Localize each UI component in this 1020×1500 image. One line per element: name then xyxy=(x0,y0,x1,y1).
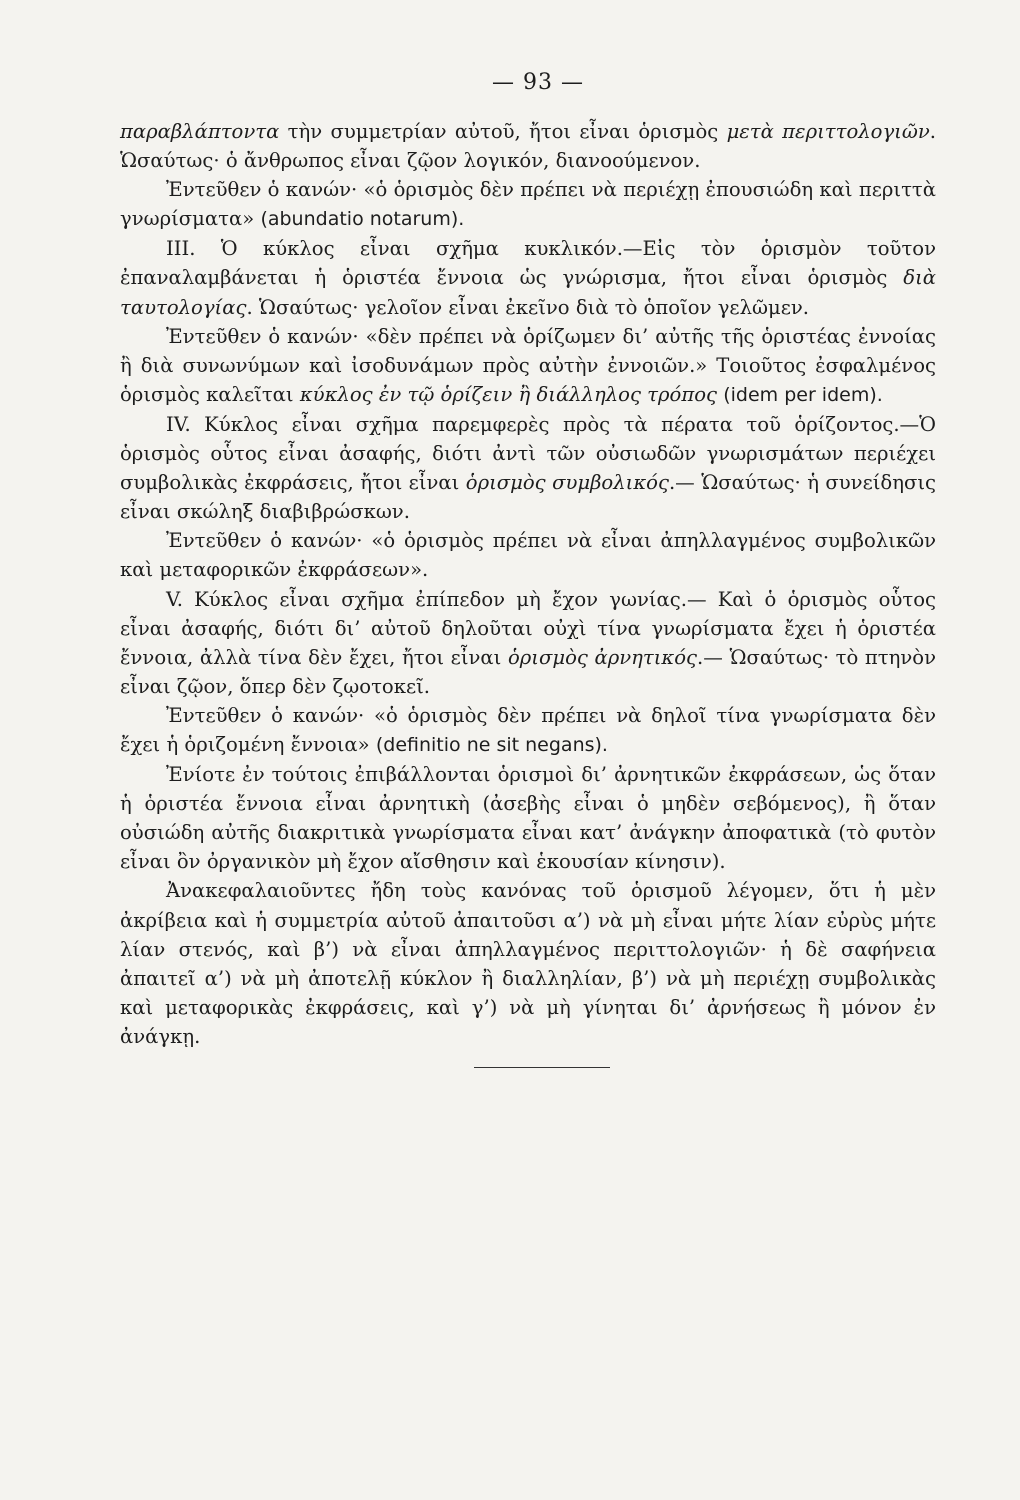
latin-phrase: (idem per idem). xyxy=(723,383,883,406)
text-run: . Ὡσαύτως· ὁ ἄνθρωπος εἶναι ζῷον λογικόν, διανοούμενον. xyxy=(120,120,936,173)
body-text xyxy=(120,117,936,1051)
text-run: V. Κύκλος εἶναι σχῆμα ἐπίπεδον μὴ ἔχον γωνίας.— Καὶ ὁ ὁρισμὸς οὗτος εἶναι ἀσαφής, διότι δι’ αὐτοῦ δηλοῦται οὐχὶ τίνα γνωρίσματα ἔχει ἡ ὁριστέα ἔννοια, ἀλλὰ τίνα δὲν ἔχει, ἤτοι εἶναι xyxy=(120,587,936,669)
text-run: .— Ὡσαύτως· τὸ πτηνὸν εἶναι ζῷον, ὅπερ δὲν ζῳοτοκεῖ. xyxy=(120,645,936,698)
text-run: .— Ὡσαύτως· ἡ συνείδησις εἶναι σκώληξ διαβιβρώσκων. xyxy=(120,471,936,524)
italic-phrase: ὁρισμὸς ἀρνητικός xyxy=(507,645,698,669)
end-rule xyxy=(474,1067,610,1068)
paragraph xyxy=(120,322,936,410)
paragraph xyxy=(120,585,936,701)
text-run: IV. Κύκλος εἶναι σχῆμα παρεμφερὲς πρὸς τὰ πέρατα τοῦ ὁρίζοντος.—Ὁ ὁρισμὸς οὗτος εἶναι ἀσαφής, διότι ἀντὶ τῶν οὐσιωδῶν γνωρισμάτων περιέχει συμβολικὰς ἐκφράσεις, ἤτοι εἶναι xyxy=(120,412,936,495)
latin-phrase: (definitio ne sit negans). xyxy=(375,733,608,756)
text-run: III. Ὁ κύκλος εἶναι σχῆμα κυκλικόν.—Εἰς τὸν ὁρισμὸν τοῦτον ἐπαναλαμβάνεται ἡ ὁριστέα ἔννοια ὡς γνώρισμα, ἤτοι εἶναι ὁρισμὸς xyxy=(120,237,936,290)
text-run: Ἐντεῦθεν ὁ κανών· «ὁ ὁρισμὸς πρέπει νὰ εἶναι ἀπηλλαγμένος συμβολικῶν καὶ μεταφορικῶν ἐκφράσεων». xyxy=(120,529,936,582)
text-run: . Ὡσαύτως· γελοῖον εἶναι ἐκεῖνο διὰ τὸ ὁποῖον γελῶμεν. xyxy=(246,295,809,319)
italic-phrase: μετὰ περιττολογιῶν xyxy=(726,120,930,143)
text-run: Ἀνακεφαλαιοῦντες ἤδη τοὺς κανόνας τοῦ ὁρισμοῦ λέγομεν, ὅτι ἡ μὲν ἀκρίβεια καὶ ἡ συμμετρία αὐτοῦ ἀπαιτοῦσι α’) νὰ μὴ εἶναι μήτε λίαν εὐρὺς μήτε λίαν στενός, καὶ β’) νὰ εἶναι ἀπηλλαγμένος περιττολογιῶν· ἡ δὲ σαφήνεια ἀπαιτεῖ α’) νὰ μὴ ἀποτελῇ κύκλον ἢ διαλληλίαν, β’) νὰ μὴ περιέχῃ συμβολικὰς καὶ μεταφορικὰς ἐκφράσεις, καὶ γ’) νὰ μὴ γίνηται δι’ ἀρνήσεως ἢ μόνον ἐν ἀνάγκῃ. xyxy=(120,879,936,1048)
italic-phrase: ὁρισμὸς συμβολικός xyxy=(465,471,669,495)
italic-phrase: κύκλος ἐν τῷ ὁρίζειν ἢ διάλληλος τρόπος xyxy=(299,382,717,406)
text-run: Ἐντεῦθεν ὁ κανών· «ὁ ὁρισμὸς δὲν πρέπει νὰ δηλοῖ τίνα γνωρίσματα δὲν ἔχει ἡ ὁριζομένη ἔννοια» xyxy=(120,703,936,756)
text-run: τὴν συμμετρίαν αὐτοῦ, ἤτοι εἶναι ὁρισμὸς xyxy=(279,120,727,143)
text-run: Ἐντεῦθεν ὁ κανών· «ὁ ὁρισμὸς δὲν πρέπει νὰ περιέχῃ ἐπουσιώδη καὶ περιττὰ γνωρίσματα» xyxy=(120,178,936,231)
paragraph xyxy=(120,701,936,760)
paragraph xyxy=(120,234,936,321)
paragraph xyxy=(120,526,936,584)
paragraph xyxy=(120,876,936,1051)
latin-phrase: (abundatio notarum). xyxy=(260,208,465,231)
page-number: — 93 — xyxy=(492,70,584,95)
italic-phrase: παραβλάπτοντα xyxy=(120,120,280,143)
italic-phrase: διὰ ταυτολογίας xyxy=(120,266,936,319)
text-run: Ἐντεῦθεν ὁ κανών· «δὲν πρέπει νὰ ὁρίζωμεν δι’ αὐτῆς τῆς ὁριστέας ἐννοίας ἢ διὰ συνωνύμων καὶ ἰσοδυνάμων πρὸς αὐτὴν ἐννοιῶν.» Τοιοῦτος ἐσφαλμένος ὁρισμὸς καλεῖται xyxy=(120,324,936,406)
text-run: Ἐνίοτε ἐν τούτοις ἐπιβάλλονται ὁρισμοὶ δι’ ἀρνητικῶν ἐκφράσεων, ὡς ὅταν ἡ ὁριστέα ἔννοια εἶναι ἀρνητικὴ (ἀσεβὴς εἶναι ὁ μηδὲν σεβόμενος), ἢ ὅταν οὐσιώδη αὐτῆς διακριτικὰ γνωρίσματα εἶναι κατ’ ἀνάγκην ἀποφατικὰ (τὸ φυτὸν εἶναι ὂν ὀργανικὸν μὴ ἔχον αἴσθησιν καὶ ἑκουσίαν κίνησιν). xyxy=(120,763,936,874)
paragraph xyxy=(120,760,936,876)
paragraph xyxy=(120,410,936,526)
paragraph xyxy=(120,117,936,175)
paragraph xyxy=(120,175,936,234)
